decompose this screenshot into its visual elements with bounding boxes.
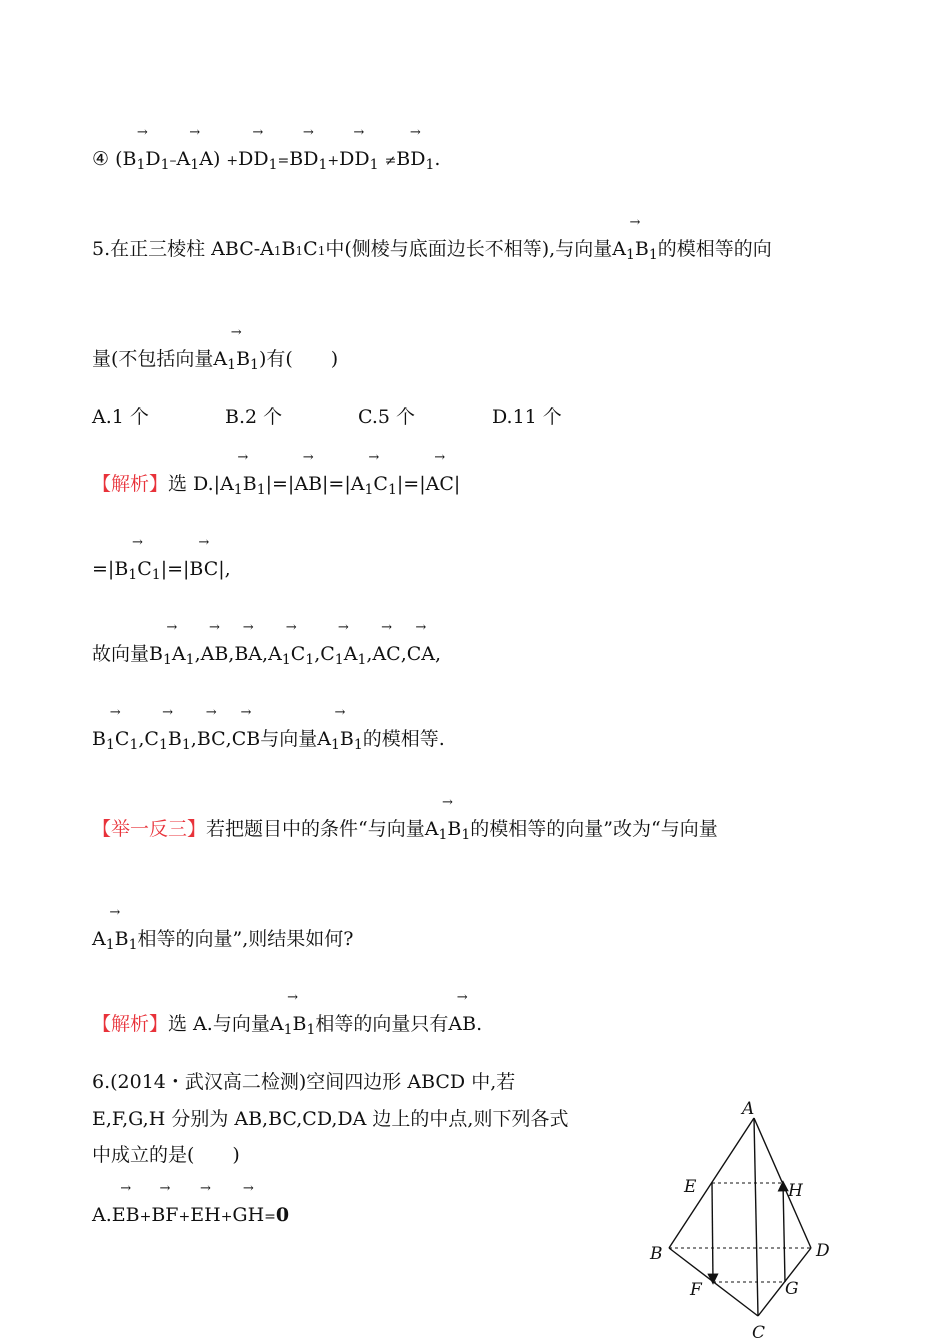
question-6-line-1: 6.(2014・武汉高二检测)空间四边形 ABCD 中,若 — [92, 1071, 516, 1093]
vertex-label-b: B — [650, 1244, 663, 1264]
question-5-line-2: 量(不包括向量→ $A_1B_1$)有( ) — [92, 350, 338, 369]
extension-line-1: 【举一反三】若把题目中的条件“与向量→ $A_1B_1$的模相等的向量”改为“与向量 — [92, 820, 718, 839]
extension-tag: 【举一反三】 — [92, 818, 207, 840]
analysis-line-3: 故向量→ $B_1A_1,\to AB,\to BA,\to A_1C_1,\to C_1A_1,\to AC,\to$ CA, — [92, 645, 441, 664]
vector-dd1: → $DD_1$ — [339, 150, 378, 169]
vertex-label-g: G — [785, 1279, 799, 1299]
analysis-line-1: 【解析】选 $D.|\to A_1B_1|=|\to AB|=|\to A_1C_1|=|\to AC|$ — [92, 475, 460, 494]
option-a-expression: A.→ EB+→ BF+→ EH+→ GH=0 — [92, 1206, 289, 1225]
analysis-tag: 【解析】 — [92, 1013, 169, 1035]
question-5-line-1: 5.在正三棱柱 ABC-A1B1C1中(侧棱与底面边长不相等),与向量→ $A_1B_1$的模相等的向 — [92, 240, 772, 259]
question-6-line-3: 中成立的是( ) — [92, 1144, 240, 1166]
vertex-label-d: D — [816, 1241, 830, 1261]
vector-a1a: → $A_1A$ — [177, 150, 213, 169]
vertex-label-a: A — [742, 1099, 755, 1119]
vector-a1b1: → $A_1B_1$ — [213, 350, 259, 369]
expression-line-4: ④ → $(B_1D_1-\to A_1A) +\to DD_1=\to BD_1+\to DD_1 \ne\to BD_1$. — [92, 150, 440, 169]
tetrahedron-figure — [640, 1094, 870, 1344]
vector-bd1: → $BD_1$ — [396, 150, 434, 169]
analysis-line-2: =|→ $B_1C_1|=|\to BC|$, — [92, 560, 231, 579]
item-number: ④ — [92, 148, 110, 170]
vector-dd1: → $DD_1$ — [238, 150, 277, 169]
option-c: C.5 个 — [358, 406, 416, 428]
analysis-line-4: → $B_1C_1,\to C_1B_1,\to BC,\to$ CB与向量→ $A_1B_1$的模相等. — [92, 730, 445, 749]
extension-line-2: → $A_1B_1$相等的向量”,则结果如何? — [92, 930, 354, 949]
vector-bd1: → $BD_1$ — [289, 150, 327, 169]
option-d: D.11 个 — [492, 406, 562, 428]
vertex-label-c: C — [752, 1323, 766, 1343]
analysis-tag: 【解析】 — [92, 473, 169, 495]
option-a: A.1 个 — [92, 406, 149, 428]
option-b: B.2 个 — [225, 406, 283, 428]
vector-b1d1: → ($B_1D_1$ — [115, 150, 169, 169]
vector-a1b1: → $A_1B_1$ — [612, 240, 658, 259]
vertex-label-e: E — [684, 1177, 697, 1197]
vertex-label-h: H — [788, 1181, 803, 1201]
analysis-line-5: 【解析】选 A.与向量→ $A_1B_1$相等的向量只有→ AB. — [92, 1015, 482, 1034]
question-6-line-2: E,F,G,H 分别为 AB,BC,CD,DA 边上的中点,则下列各式 — [92, 1108, 569, 1130]
vertex-label-f: F — [690, 1280, 702, 1300]
